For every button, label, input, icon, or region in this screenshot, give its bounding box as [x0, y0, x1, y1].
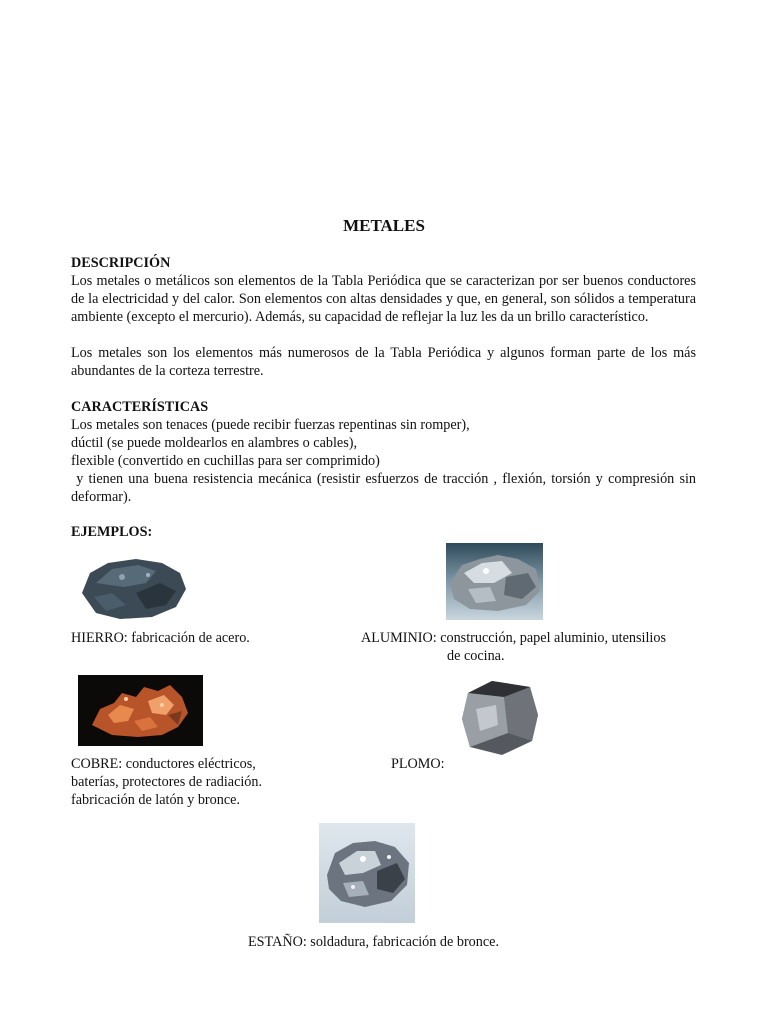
characteristics-heading: CARACTERÍSTICAS	[71, 399, 209, 415]
description-paragraph-1: Los metales o metálicos son elementos de la Tabla Periódica que se caracterizan por ser buenos conductores de la electricidad y del calor. Son elementos con altas densidades y que, en general, son sólidos a temperatura ambiente (excepto el mercurio). Además, su capacidad de reflejar la luz les da un brillo característico.	[71, 273, 696, 325]
lead-image	[458, 675, 540, 758]
example-aluminio-text-line-1: ALUMINIO: construcción, papel aluminio, utensilios	[361, 630, 666, 646]
example-plomo-text: PLOMO:	[391, 756, 445, 772]
example-cobre-text-line-1: COBRE: conductores eléctricos,	[71, 756, 256, 772]
example-cobre-text-line-2: baterías, protectores de radiación.	[71, 774, 263, 790]
page-title: METALES	[343, 216, 425, 235]
copper-image	[78, 675, 203, 746]
description-paragraph-2: Los metales son los elementos más numerosos de la Tabla Periódica y algunos forman parte de los más abundantes de la corteza terrestre.	[71, 345, 696, 379]
example-hierro-text: HIERRO: fabricación de acero.	[71, 630, 250, 646]
characteristics-line-4: y tienen una buena resistencia mecánica (resistir esfuerzos de tracción , flexión, torsión y compresión sin deformar).	[71, 471, 700, 505]
characteristics-line-1: Los metales son tenaces (puede recibir fuerzas repentinas sin romper),	[71, 417, 470, 433]
tin-image	[319, 823, 415, 923]
example-cobre-text-line-3: fabricación de latón y bronce.	[71, 792, 240, 808]
iron-ore-image	[76, 553, 188, 623]
characteristics-line-2: dúctil (se puede moldearlos en alambres o cables),	[71, 435, 358, 451]
description-heading: DESCRIPCIÓN	[71, 255, 171, 271]
characteristics-line-3: flexible (convertido en cuchillas para ser comprimido)	[71, 453, 380, 469]
example-estano-text: ESTAÑO: soldadura, fabricación de bronce.	[248, 934, 499, 950]
examples-heading: EJEMPLOS:	[71, 524, 153, 540]
example-aluminio-text-line-2: de cocina.	[447, 648, 505, 664]
aluminum-image	[446, 543, 543, 620]
